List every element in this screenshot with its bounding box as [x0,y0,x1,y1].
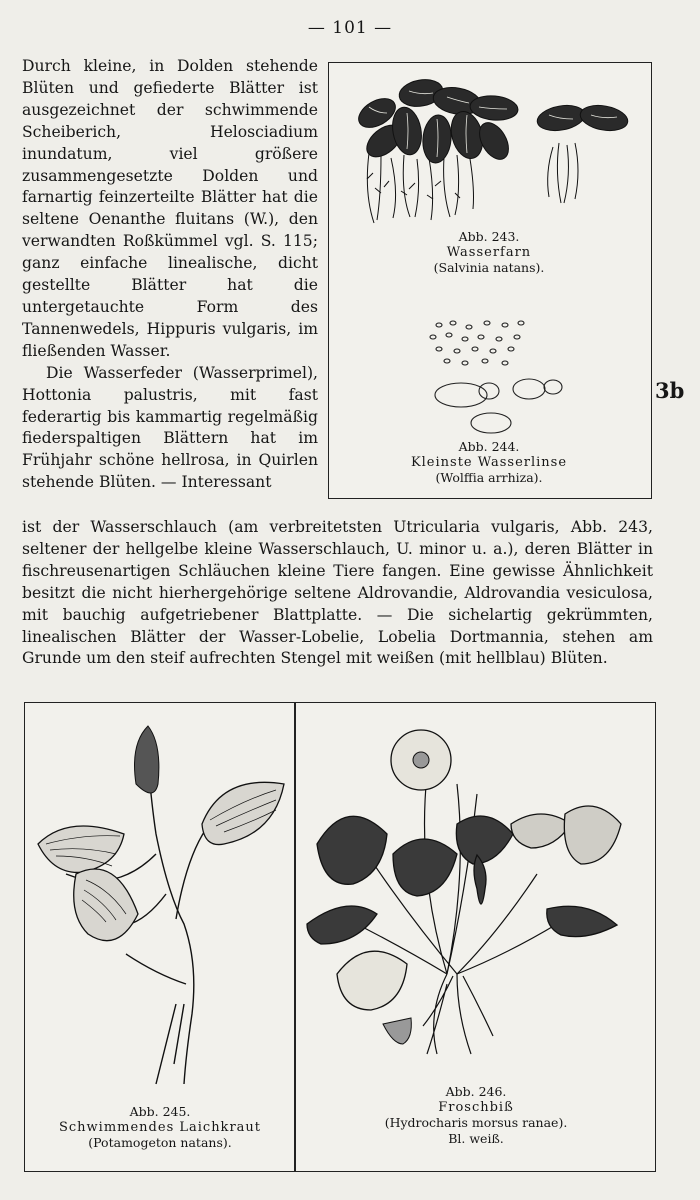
caption-fig245-latin: (Potamogeton natans). [88,1135,232,1150]
caption-fig244-number: Abb. 244. [458,439,520,454]
caption-fig245-name: Schwimmendes Laichkraut [58,1119,262,1135]
plate-marker: 3b [655,378,685,403]
caption-fig246-latin: (Hydrocharis morsus ranae). [384,1115,568,1130]
caption-fig243-name: Wasserfarn [446,244,532,260]
text-full-width [22,517,653,670]
caption-fig244-latin: (Wolffia arrhiza). [435,470,543,485]
figure-divider [294,702,296,1172]
illustration-hydrocharis [297,704,655,1076]
illustration-salvinia [329,63,649,233]
caption-fig244 [329,439,649,486]
caption-fig246-note: Bl. weiß. [448,1130,504,1146]
caption-fig243 [329,229,649,276]
caption-fig243-number: Abb. 243. [458,229,520,244]
figure-box-top [328,62,652,499]
paragraph-wasserschlauch: ist der Wasserschlauch (am verbreitetsten Utricularia vulgaris, Abb. 243, seltener der hellgelbe kleine Wasserschlauch, U. minor u. a.), deren Blätter in fischreusenartigen Schläuchen kleine Tiere fangen. Eine gewisse Ähnlichkeit besitzt die nicht hierhergehörige seltene Aldrovandie, Aldrovandia vesiculosa, mit bauchig aufgetriebener Blattplatte. — Die sichelartig gekrümmten, linealischen Blätter der Wasser-Lobelie, Lobelia Dortmannia, stehen am Grunde um den steif aufrechten Stengel mit weißen (mit hellblau) Blüten. [22,518,653,668]
caption-fig244-name: Kleinste Wasserlinse [410,454,568,470]
text-column [22,56,318,494]
caption-fig246-number: Abb. 246. [445,1084,507,1099]
caption-fig245-number: Abb. 245. [129,1104,191,1119]
illustration-potamogeton [26,704,294,1094]
page-number: — 101 — [307,18,393,38]
illustration-wolffia [329,311,649,441]
caption-fig243-latin: (Salvinia natans). [433,260,545,275]
paragraph-scheiberich: Durch kleine, in Dolden stehende Blüten und gefiederte Blätter ist ausgezeichnet der schwimmende Scheiberich, Helosciadium inundatum, viel größere zusammengesetzte Dolden und farnartig feinzerteilte Blätter hat die seltene Oenanthe fluitans (W.), den verwandten Roßkümmel vgl. S. 115; ganz einfache linealische, dicht gestellte Blätter hat die untergetauchte Form des Tannenwedels, Hippuris vulgaris, im fließenden Wasser. [22,57,318,360]
paragraph-wasserfeder: Die Wasserfeder (Wasserprimel), Hottonia palustris, mit fast federartig bis kammartig regelmäßig fiederspaltigen Blättern hat im Frühjahr schöne hellrosa, in Quirlen stehende Blüten. — Interessant [22,363,318,492]
caption-fig246 [297,1084,655,1146]
caption-fig246-name: Froschbiß [438,1099,514,1115]
caption-fig245 [26,1104,294,1151]
